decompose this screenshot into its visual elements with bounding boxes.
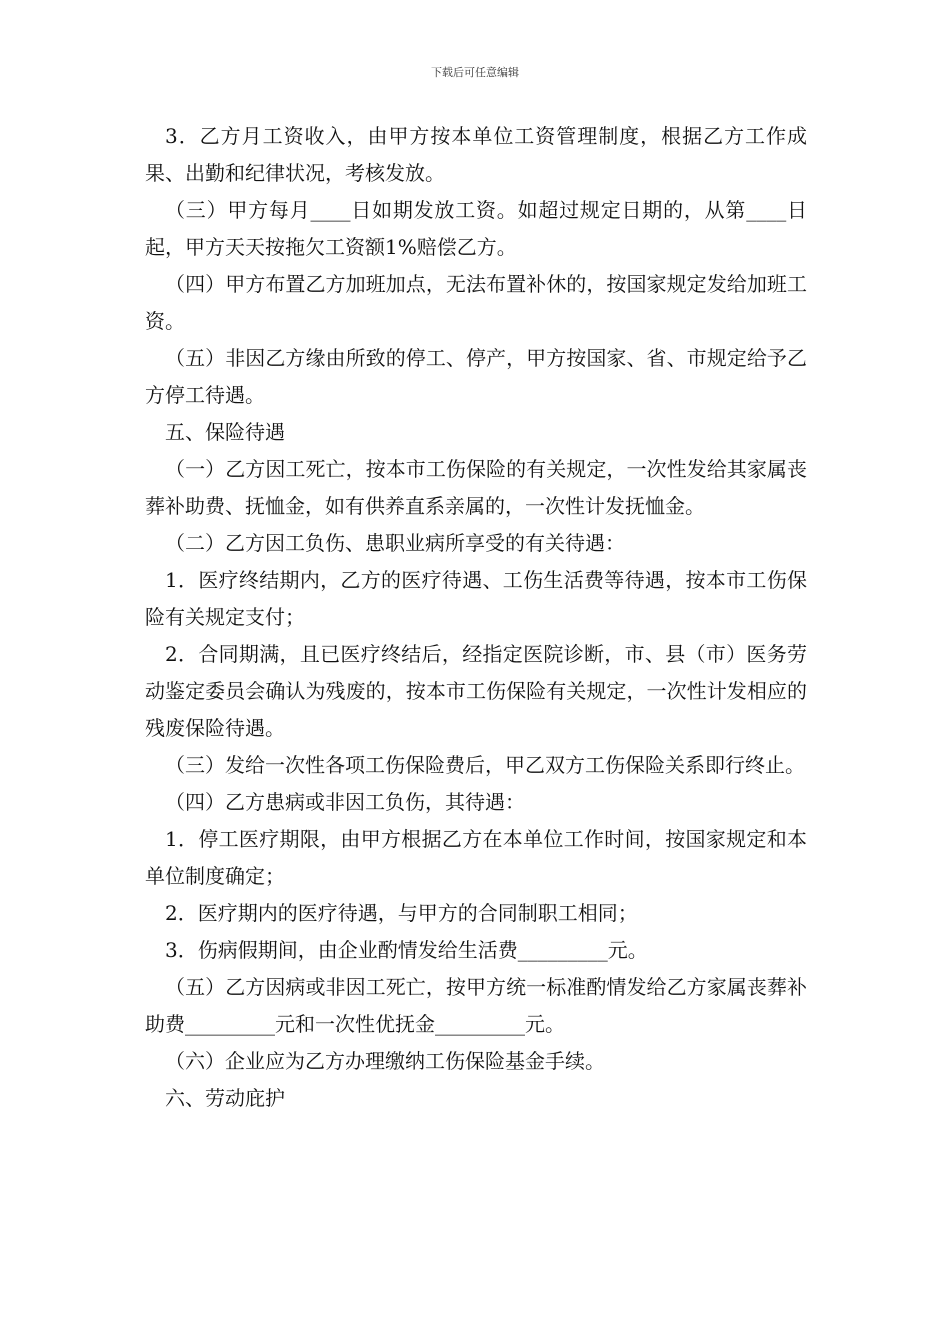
paragraph-wage-income: 3．乙方月工资收入，由甲方按本单位工资管理制度，根据乙方工作成果、出勤和纪律状况，考核发放。 bbox=[145, 124, 807, 185]
paragraph-non-work-death: （五）乙方因病或非因工死亡，按甲方统一标准酌情发给乙方家属丧葬补助费_________元和一次性优抚金_________元。 bbox=[145, 975, 807, 1036]
paragraph-payday: （三）甲方每月____日如期发放工资。如超过规定日期的，从第____日起，甲方天天按拖欠工资额1%赔偿乙方。 bbox=[145, 198, 807, 259]
paragraph-work-injury: （二）乙方因工负伤、患职业病所享受的有关待遇： bbox=[165, 531, 625, 555]
paragraph-medical-period: 1．医疗终结期内，乙方的医疗待遇、工伤生活费等待遇，按本市工伤保险有关规定支付； bbox=[145, 568, 807, 629]
paragraph-treatment-period: 1．停工医疗期限，由甲方根据乙方在本单位工作时间，按国家规定和本单位制度确定； bbox=[145, 827, 807, 888]
document-body bbox=[145, 118, 807, 1117]
section-heading-labor-protection: 六、劳动庇护 bbox=[165, 1086, 285, 1110]
paragraph-termination: （三）发给一次性各项工伤保险费后，甲乙双方工伤保险关系即行终止。 bbox=[165, 753, 805, 777]
paragraph-illness: （四）乙方患病或非因工负伤，其待遇： bbox=[165, 790, 525, 814]
paragraph-sick-leave: 3．伤病假期间，由企业酌情发给生活费_________元。 bbox=[165, 938, 648, 962]
paragraph-work-stoppage: （五）非因乙方缘由所致的停工、停产，甲方按国家、省、市规定给予乙方停工待遇。 bbox=[145, 346, 807, 407]
section-heading-insurance: 五、保险待遇 bbox=[165, 420, 285, 444]
paragraph-insurance-fund: （六）企业应为乙方办理缴纳工伤保险基金手续。 bbox=[165, 1049, 605, 1073]
paragraph-medical-treatment: 2．医疗期内的医疗待遇，与甲方的合同制职工相同； bbox=[165, 901, 638, 925]
paragraph-disability: 2．合同期满，且已医疗终结后，经指定医院诊断，市、县（市）医务劳动鉴定委员会确认为残废的，按本市工伤保险有关规定，一次性计发相应的残废保险待遇。 bbox=[145, 642, 807, 740]
page-header: 下载后可任意编辑 bbox=[431, 66, 519, 79]
paragraph-overtime: （四）甲方布置乙方加班加点，无法布置补休的，按国家规定发给加班工资。 bbox=[145, 272, 807, 333]
paragraph-work-death: （一）乙方因工死亡，按本市工伤保险的有关规定，一次性发给其家属丧葬补助费、抚恤金，如有供养直系亲属的，一次性计发抚恤金。 bbox=[145, 457, 807, 518]
